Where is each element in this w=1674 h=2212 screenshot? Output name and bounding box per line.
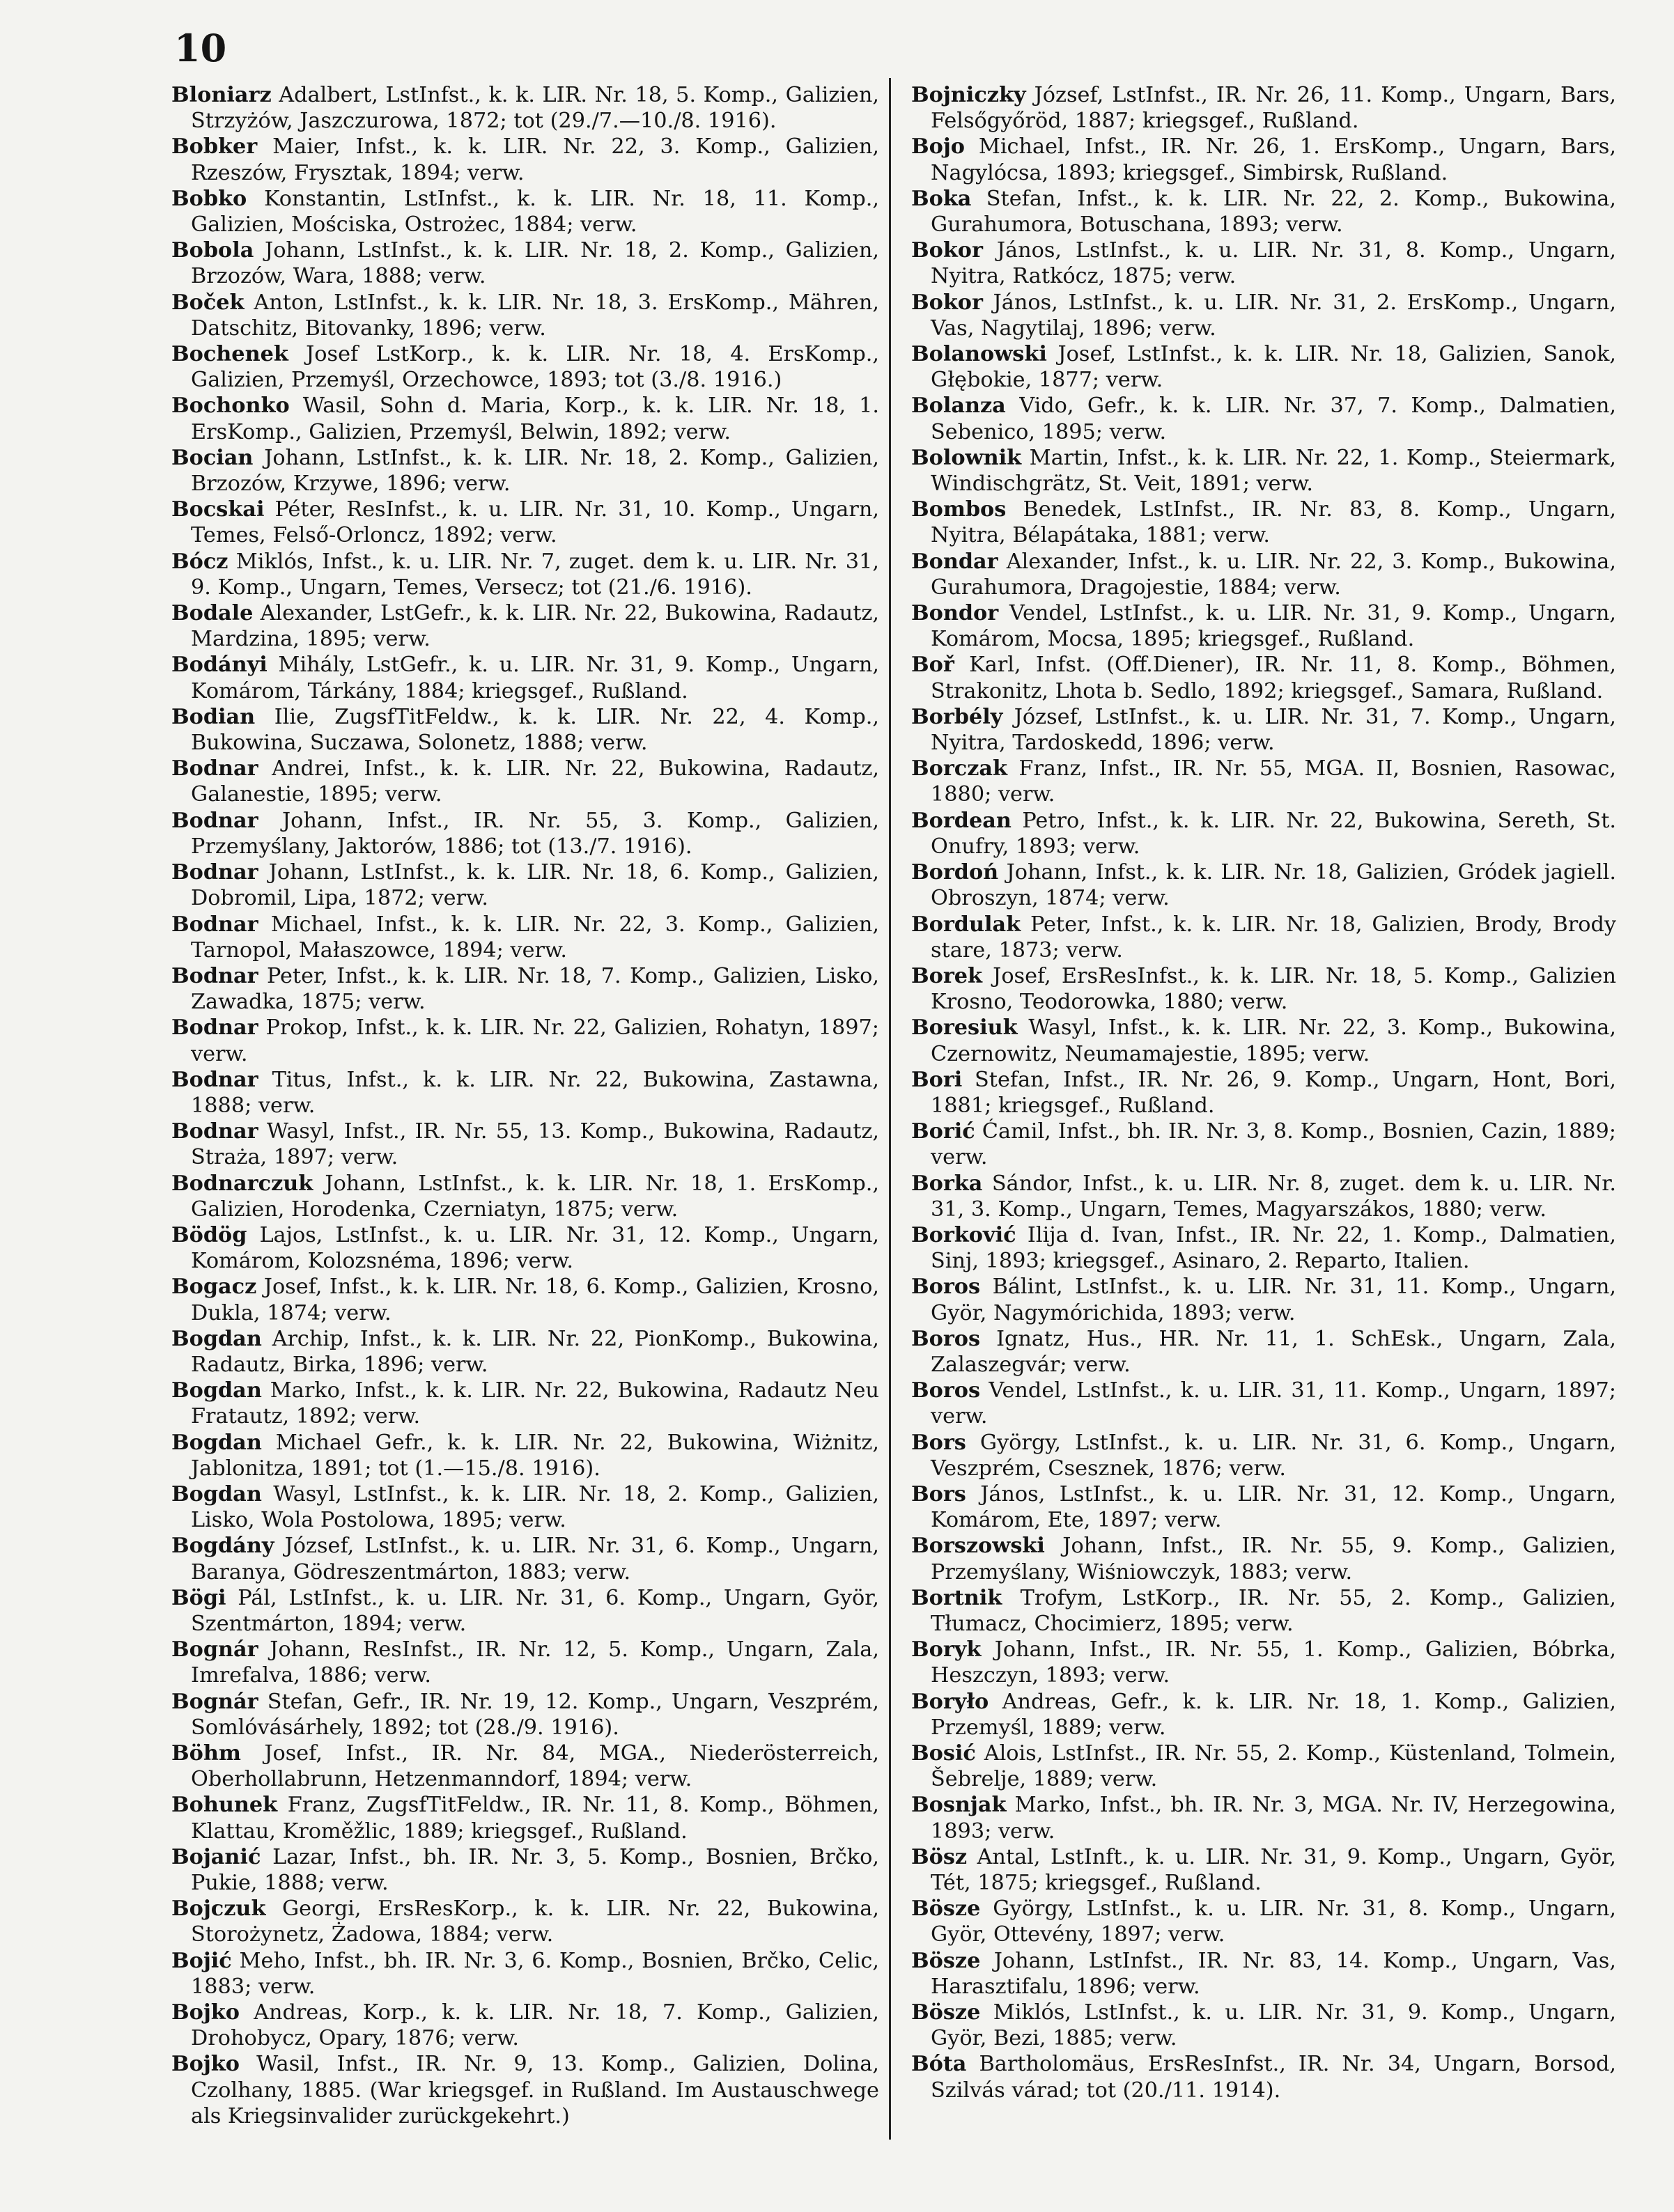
entry-details: Péter, ResInfst., k. u. LIR. Nr. 31, 10. Komp., Ungarn, Temes, Felső-Orloncz, 1892; verw. (191, 497, 879, 548)
register-entry (911, 1067, 1616, 1119)
register-entry (911, 1222, 1616, 1274)
entry-surname: Bors (911, 1481, 966, 1506)
entry-details: Miklós, Infst., k. u. LIR. Nr. 7, zuget. dem k. u. LIR. Nr. 31, 9. Komp., Ungarn, Temes, Versecz; tot (21./6. 1916). (191, 549, 879, 600)
register-entry (171, 497, 879, 548)
register-entry (171, 859, 879, 911)
entry-details: Josef, Infst., IR. Nr. 84, MGA., Niederösterreich, Oberhollabrunn, Hetzenmanndorf, 1894; verw. (191, 1741, 879, 1792)
entry-surname: Bogdan (171, 1326, 262, 1351)
entry-details: Marko, Infst., bh. IR. Nr. 3, MGA. Nr. IV, Herzegowina, 1893; verw. (931, 1793, 1616, 1844)
entry-details: Franz, Infst., IR. Nr. 55, MGA. II, Bosnien, Rasowac, 1880; verw. (931, 756, 1617, 807)
register-entry (171, 1740, 879, 1792)
register-entry (171, 963, 879, 1015)
register-entry (911, 600, 1616, 652)
entry-surname: Borka (911, 1171, 983, 1196)
entry-surname: Bosnjak (911, 1793, 1007, 1818)
entry-details: Johann, LstInfst., k. k. LIR. Nr. 18, 6. Komp., Galizien, Dobromil, Lipa, 1872; verw. (191, 860, 879, 911)
entry-surname: Bobko (171, 186, 247, 211)
register-entry (911, 1119, 1616, 1170)
entry-details: György, LstInfst., k. u. LIR. Nr. 31, 8. Komp., Ungarn, Györ, Ottevény, 1897; verw. (931, 1896, 1616, 1947)
entry-details: Josef, LstInfst., k. k. LIR. Nr. 18, Galizien, Sanok, Głębokie, 1877; verw. (931, 342, 1616, 393)
entry-details: Ignatz, Hus., HR. Nr. 11, 1. SchEsk., Ungarn, Zala, Zalaszegvár; verw. (931, 1326, 1616, 1377)
entry-surname: Bogdan (171, 1378, 262, 1403)
register-entry (171, 2051, 879, 2129)
register-entry (911, 1585, 1616, 1637)
register-entry (171, 186, 879, 237)
entry-details: Michael, Infst., IR. Nr. 26, 1. ErsKomp., Ungarn, Bars, Nagylócsa, 1893; kriegsgef., Simbirsk, Rußland. (931, 134, 1616, 185)
page-number: 10 (174, 26, 227, 70)
entry-surname: Bodnar (171, 1067, 258, 1092)
entry-details: Benedek, LstInfst., IR. Nr. 83, 8. Komp., Ungarn, Nyitra, Bélapátaka, 1881; verw. (931, 497, 1616, 548)
entry-details: Trofym, LstKorp., IR. Nr. 55, 2. Komp., Galizien, Tłumacz, Chocimierz, 1895; verw. (931, 1585, 1616, 1636)
entry-details: Josef, Infst., k. k. LIR. Nr. 18, 6. Komp., Galizien, Krosno, Dukla, 1874; verw. (191, 1275, 879, 1325)
entry-surname: Boř (911, 653, 954, 678)
entry-surname: Bócz (171, 549, 228, 574)
entry-details: Antal, LstInft., k. u. LIR. Nr. 31, 9. Komp., Ungarn, Györ, Tét, 1875; kriegsgef., Rußland. (931, 1844, 1616, 1896)
register-entry (911, 1689, 1616, 1740)
entry-details: Johann, LstInfst., k. k. LIR. Nr. 18, 1. ErsKomp., Galizien, Horodenka, Czerniatyn, 1875; verw. (191, 1171, 879, 1222)
entry-details: Karl, Infst. (Off.Diener), IR. Nr. 11, 8. Komp., Böhmen, Strakonitz, Lhota b. Sedlo, 1892; kriegsgef., Samara, Rußland. (931, 653, 1616, 703)
entry-surname: Boros (911, 1275, 981, 1300)
entry-details: Michael, Infst., k. k. LIR. Nr. 22, 3. Komp., Galizien, Tarnopol, Małaszowce, 1894; verw. (191, 912, 879, 963)
entry-details: Meho, Infst., bh. IR. Nr. 3, 6. Komp., Bosnien, Brčko, Celic, 1883; verw. (191, 1948, 879, 1999)
entry-surname: Bödög (171, 1222, 247, 1247)
register-entry (171, 1637, 879, 1688)
entry-details: Johann, Infst., IR. Nr. 55, 1. Komp., Galizien, Bóbrka, Heszczyn, 1893; verw. (931, 1637, 1616, 1688)
entry-surname: Bolownik (911, 445, 1022, 470)
register-entry (911, 1274, 1616, 1325)
register-entry (171, 341, 879, 393)
entry-surname: Boros (911, 1378, 981, 1403)
entry-surname: Bosić (911, 1741, 976, 1766)
entry-details: Adalbert, LstInfst., k. k. LIR. Nr. 18, 5. Komp., Galizien, Strzyżów, Jaszczurowa, 1872; tot (29./7.—10./8. 1916). (191, 83, 879, 134)
register-entry (171, 756, 879, 807)
register-entry (171, 600, 879, 652)
register-entry (171, 1274, 879, 1325)
entry-surname: Bocian (171, 445, 254, 470)
register-entry (171, 445, 879, 497)
entry-details: Vendel, LstInfst., k. u. LIR. Nr. 31, 9. Komp., Ungarn, Komárom, Mocsa, 1895; kriegsgef., Rußland. (931, 601, 1616, 652)
register-entry (911, 1378, 1616, 1429)
entry-details: Johann, LstInfst., k. k. LIR. Nr. 18, 2. Komp., Galizien, Brzozów, Krzywe, 1896; verw. (191, 445, 879, 497)
entry-surname: Borković (911, 1222, 1016, 1247)
register-entry (911, 1896, 1616, 1947)
entry-details: Alois, LstInfst., IR. Nr. 55, 2. Komp., Küstenland, Tolmein, Šebrelje, 1889; verw. (931, 1741, 1616, 1792)
entry-surname: Bögi (171, 1585, 226, 1610)
entry-surname: Bodnar (171, 912, 258, 937)
entry-details: Sándor, Infst., k. u. LIR. Nr. 8, zuget. dem k. u. LIR. Nr. 31, 3. Komp., Ungarn, Temes, Magyarszákos, 1880; verw. (931, 1171, 1616, 1222)
entry-surname: Bochonko (171, 394, 290, 419)
entry-details: Wasyl, Infst., k. k. LIR. Nr. 22, 3. Komp., Bukowina, Czernowitz, Neumamajestie, 1895; verw. (931, 1015, 1616, 1066)
entry-surname: Bösze (911, 1948, 981, 1973)
entry-surname: Bogdány (171, 1534, 274, 1559)
entry-details: József, LstInfst., k. u. LIR. Nr. 31, 6. Komp., Ungarn, Baranya, Gödreszentmárton, 1883; verw. (191, 1534, 879, 1584)
entry-details: Andreas, Korp., k. k. LIR. Nr. 18, 7. Komp., Galizien, Drohobycz, Opary, 1876; verw. (191, 2000, 879, 2051)
register-entry (911, 341, 1616, 393)
register-entry (911, 1430, 1616, 1481)
register-entry (171, 1689, 879, 1740)
entry-details: Franz, ZugsfTitFeldw., IR. Nr. 11, 8. Komp., Böhmen, Klattau, Kroměžlic, 1889; kriegsgef., Rußland. (191, 1793, 879, 1844)
register-entry (171, 1222, 879, 1274)
register-entry (911, 1326, 1616, 1378)
entry-details: Anton, LstInfst., k. k. LIR. Nr. 18, 3. ErsKomp., Mähren, Datschitz, Bitovanky, 1896; verw. (191, 290, 879, 341)
entry-surname: Boček (171, 290, 245, 315)
entry-surname: Bombos (911, 497, 1007, 522)
entry-details: József, LstInfst., k. u. LIR. Nr. 31, 7. Komp., Ungarn, Nyitra, Tardoskedd, 1896; verw. (931, 704, 1616, 756)
entry-surname: Bodnar (171, 1015, 258, 1041)
register-entry (911, 2051, 1616, 2103)
entry-surname: Bortnik (911, 1585, 1002, 1610)
register-entry (911, 2000, 1616, 2051)
entry-details: Josef LstKorp., k. k. LIR. Nr. 18, 4. ErsKomp., Galizien, Przemyśl, Orzechowce, 1893; tot (3./8. 1916.) (191, 342, 879, 393)
register-entry (171, 134, 879, 185)
entry-surname: Borić (911, 1119, 975, 1144)
entry-details: Martin, Infst., k. k. LIR. Nr. 22, 1. Komp., Steiermark, Windischgrätz, St. Veit, 1891; verw. (931, 445, 1616, 497)
register-entry (171, 1171, 879, 1222)
entry-surname: Bodnar (171, 756, 258, 781)
register-entry (911, 652, 1616, 703)
entry-surname: Bolanza (911, 394, 1006, 419)
entry-details: Prokop, Infst., k. k. LIR. Nr. 22, Galizien, Rohatyn, 1897; verw. (191, 1015, 879, 1066)
register-entry (171, 808, 879, 859)
register-entry (911, 1171, 1616, 1222)
entry-details: Bartholomäus, ErsResInfst., IR. Nr. 34, Ungarn, Borsod, Szilvás várad; tot (20./11. 1914). (931, 2052, 1616, 2103)
entry-surname: Bokor (911, 290, 983, 315)
entry-surname: Bolanowski (911, 342, 1047, 367)
entry-details: Andrei, Infst., k. k. LIR. Nr. 22, Bukowina, Radautz, Galanestie, 1895; verw. (191, 756, 880, 807)
entry-surname: Böhm (171, 1741, 241, 1766)
entry-details: Mihály, LstGefr., k. u. LIR. Nr. 31, 9. Komp., Ungarn, Komárom, Tárkány, 1884; kriegsgef., Rußland. (191, 653, 879, 703)
entry-details: József, LstInfst., IR. Nr. 26, 11. Komp., Ungarn, Bars, Felsőgyőröd, 1887; kriegsgef., Rußland. (931, 83, 1616, 134)
entry-details: Konstantin, LstInfst., k. k. LIR. Nr. 18, 11. Komp., Galizien, Mościska, Ostrożec, 1884; verw. (191, 186, 879, 237)
entry-details: Titus, Infst., k. k. LIR. Nr. 22, Bukowina, Zastawna, 1888; verw. (191, 1067, 879, 1118)
entry-details: Johann, LstInfst., k. k. LIR. Nr. 18, 2. Komp., Galizien, Brzozów, Wara, 1888; verw. (191, 238, 879, 289)
entry-surname: Bodian (171, 704, 256, 729)
register-entry (911, 1948, 1616, 2000)
entry-surname: Boryk (911, 1637, 982, 1662)
left-column (171, 82, 879, 2129)
register-entry (911, 134, 1616, 185)
entry-surname: Bors (911, 1430, 966, 1455)
entry-surname: Bondor (911, 601, 999, 626)
entry-surname: Boryło (911, 1689, 989, 1714)
register-entry (171, 704, 879, 756)
entry-surname: Bogdan (171, 1430, 262, 1455)
entry-details: Johann, LstInfst., IR. Nr. 83, 14. Komp., Ungarn, Vas, Harasztifalu, 1896; verw. (931, 1948, 1616, 1999)
entry-details: Josef, ErsResInfst., k. k. LIR. Nr. 18, 5. Komp., Galizien Krosno, Teodorowka, 1880; verw. (931, 963, 1616, 1015)
register-entry (171, 1326, 879, 1378)
register-entry (171, 1792, 879, 1844)
register-entry (171, 1067, 879, 1119)
register-entry (911, 1481, 1616, 1533)
entry-surname: Bordulak (911, 912, 1021, 937)
entry-surname: Bokor (911, 238, 983, 263)
register-entry (171, 1948, 879, 2000)
entry-surname: Bogacz (171, 1275, 257, 1300)
entry-surname: Borczak (911, 756, 1008, 781)
entry-surname: Borszowski (911, 1534, 1045, 1559)
entry-details: Ćamil, Infst., bh. IR. Nr. 3, 8. Komp., Bosnien, Cazin, 1889; verw. (931, 1119, 1616, 1170)
entry-details: Wasil, Sohn d. Maria, Korp., k. k. LIR. Nr. 18, 1. ErsKomp., Galizien, Przemyśl, Belwin, 1892; verw. (191, 394, 880, 444)
register-entry (171, 549, 879, 600)
register-entry (911, 756, 1616, 807)
register-entry (911, 1844, 1616, 1896)
entry-details: Maier, Infst., k. k. LIR. Nr. 22, 3. Komp., Galizien, Rzeszów, Frysztak, 1894; verw. (191, 134, 879, 185)
register-entry (911, 1533, 1616, 1584)
entry-details: György, LstInfst., k. u. LIR. Nr. 31, 6. Komp., Ungarn, Veszprém, Csesznek, 1876; verw. (931, 1430, 1617, 1481)
entry-details: Johann, ResInfst., IR. Nr. 12, 5. Komp., Ungarn, Zala, Imrefalva, 1886; verw. (191, 1637, 879, 1688)
entry-details: Bálint, LstInfst., k. u. LIR. Nr. 31, 11. Komp., Ungarn, Györ, Nagymórichida, 1893; verw. (931, 1275, 1616, 1325)
register-entry (171, 1015, 879, 1066)
entry-surname: Bojko (171, 2000, 240, 2025)
entry-surname: Bösze (911, 2000, 981, 2025)
entry-surname: Bojo (911, 134, 965, 159)
register-entry (171, 290, 879, 341)
entry-surname: Boka (911, 186, 972, 211)
entry-surname: Bognár (171, 1689, 258, 1714)
entry-surname: Bochenek (171, 342, 288, 367)
entry-surname: Bobker (171, 134, 258, 159)
register-entry (171, 912, 879, 963)
right-column (911, 82, 1616, 2103)
register-entry (911, 290, 1616, 341)
entry-surname: Bojko (171, 2052, 240, 2077)
entry-details: Lazar, Infst., bh. IR. Nr. 3, 5. Komp., Bosnien, Brčko, Pukie, 1888; verw. (191, 1844, 879, 1896)
entry-surname: Bösze (911, 1896, 981, 1922)
register-entry (171, 1585, 879, 1637)
entry-details: Stefan, Infst., IR. Nr. 26, 9. Komp., Ungarn, Hont, Bori, 1881; kriegsgef., Rußland. (931, 1067, 1616, 1118)
entry-details: Johann, Infst., k. k. LIR. Nr. 18, Galizien, Gródek jagiell. Obroszyn, 1874; verw. (931, 860, 1616, 911)
register-entry (171, 1378, 879, 1429)
entry-surname: Bohunek (171, 1793, 278, 1818)
entry-surname: Bojanić (171, 1844, 261, 1869)
register-entry (911, 549, 1616, 600)
entry-details: Stefan, Gefr., IR. Nr. 19, 12. Komp., Ungarn, Veszprém, Somlóvásárhely, 1892; tot (28./9. 1916). (191, 1689, 879, 1740)
register-entry (911, 186, 1616, 237)
entry-surname: Bocskai (171, 497, 265, 522)
entry-surname: Bobola (171, 238, 254, 263)
entry-surname: Bodnarczuk (171, 1171, 313, 1196)
entry-surname: Bóta (911, 2052, 967, 2077)
register-entry (171, 1119, 879, 1170)
entry-details: János, LstInfst., k. u. LIR. Nr. 31, 2. ErsKomp., Ungarn, Vas, Nagytilaj, 1896; verw. (931, 290, 1616, 341)
entry-surname: Bori (911, 1067, 963, 1092)
entry-surname: Bloniarz (171, 83, 272, 107)
entry-surname: Bordean (911, 808, 1012, 833)
entry-surname: Bösz (911, 1844, 968, 1869)
entry-surname: Bodnar (171, 963, 258, 988)
entry-details: Miklós, LstInfst., k. u. LIR. Nr. 31, 9. Komp., Ungarn, Györ, Bezi, 1885; verw. (931, 2000, 1616, 2051)
register-entry (171, 82, 879, 134)
entry-details: Marko, Infst., k. k. LIR. Nr. 22, Bukowina, Radautz Neu Fratautz, 1892; verw. (191, 1378, 879, 1429)
register-entry (171, 1430, 879, 1481)
register-entry (911, 1637, 1616, 1688)
entry-details: János, LstInfst., k. u. LIR. Nr. 31, 12. Komp., Ungarn, Komárom, Ete, 1897; verw. (931, 1481, 1616, 1533)
register-entry (171, 1844, 879, 1896)
register-entry (911, 393, 1616, 444)
register-entry (911, 704, 1616, 756)
entry-surname: Borek (911, 963, 983, 988)
entry-details: Peter, Infst., k. k. LIR. Nr. 18, Galizien, Brody, Brody stare, 1873; verw. (931, 912, 1616, 963)
entry-details: Lajos, LstInfst., k. u. LIR. Nr. 31, 12. Komp., Ungarn, Komárom, Kolozsnéma, 1896; verw. (191, 1222, 879, 1274)
register-entry (911, 859, 1616, 911)
register-entry (171, 1533, 879, 1584)
entry-details: Ilija d. Ivan, Infst., IR. Nr. 22, 1. Komp., Dalmatien, Sinj, 1893; kriegsgef., Asinaro, 2. Reparto, Italien. (931, 1222, 1616, 1274)
register-entry (911, 808, 1616, 859)
entry-surname: Bodnar (171, 808, 258, 833)
entry-surname: Boros (911, 1326, 981, 1351)
entry-surname: Bodányi (171, 653, 268, 678)
entry-details: Wasyl, Infst., IR. Nr. 55, 13. Komp., Bukowina, Radautz, Straża, 1897; verw. (191, 1119, 879, 1170)
column-divider (889, 78, 891, 2140)
entry-details: Petro, Infst., k. k. LIR. Nr. 22, Bukowina, Sereth, St. Onufry, 1893; verw. (931, 808, 1616, 859)
entry-surname: Bogdan (171, 1481, 262, 1506)
entry-details: Johann, Infst., IR. Nr. 55, 3. Komp., Galizien, Przemyślany, Jaktorów, 1886; tot (13./7. 1916). (191, 808, 879, 859)
register-entry (911, 445, 1616, 497)
entry-details: Vido, Gefr., k. k. LIR. Nr. 37, 7. Komp., Dalmatien, Sebenico, 1895; verw. (931, 394, 1616, 444)
register-entry (911, 82, 1616, 134)
entry-surname: Bojić (171, 1948, 232, 1973)
register-entry (171, 652, 879, 703)
entry-details: Wasil, Infst., IR. Nr. 9, 13. Komp., Galizien, Dolina, Czolhany, 1885. (War kriegsgef. in Rußland. Im Austauschwege als Kriegsinvalider zurückgekehrt.) (191, 2052, 879, 2128)
entry-details: Archip, Infst., k. k. LIR. Nr. 22, PionKomp., Bukowina, Radautz, Birka, 1896; verw. (191, 1326, 879, 1377)
entry-details: Ilie, ZugsfTitFeldw., k. k. LIR. Nr. 22, 4. Komp., Bukowina, Suczawa, Solonetz, 1888; verw. (191, 704, 879, 756)
entry-surname: Boresiuk (911, 1015, 1018, 1041)
register-entry (171, 2000, 879, 2051)
entry-details: Georgi, ErsResKorp., k. k. LIR. Nr. 22, Bukowina, Storożynetz, Żadowa, 1884; verw. (191, 1896, 879, 1947)
entry-surname: Bojczuk (171, 1896, 266, 1922)
entry-details: Stefan, Infst., k. k. LIR. Nr. 22, 2. Komp., Bukowina, Gurahumora, Botuschana, 1893; verw. (931, 186, 1616, 237)
entry-surname: Bodnar (171, 1119, 258, 1144)
entry-details: Vendel, LstInfst., k. u. LIR. 31, 11. Komp., Ungarn, 1897; verw. (931, 1378, 1616, 1429)
register-entry (171, 1481, 879, 1533)
entry-surname: Bognár (171, 1637, 258, 1662)
register-entry (171, 237, 879, 289)
entry-details: Peter, Infst., k. k. LIR. Nr. 18, 7. Komp., Galizien, Lisko, Zawadka, 1875; verw. (191, 963, 879, 1015)
register-entry (911, 1792, 1616, 1844)
entry-details: Wasyl, LstInfst., k. k. LIR. Nr. 18, 2. Komp., Galizien, Lisko, Wola Postolowa, 1895; verw. (191, 1481, 879, 1533)
register-entry (911, 1740, 1616, 1792)
entry-surname: Bondar (911, 549, 998, 574)
entry-surname: Bordoń (911, 860, 999, 885)
entry-details: János, LstInfst., k. u. LIR. Nr. 31, 8. Komp., Ungarn, Nyitra, Ratkócz, 1875; verw. (931, 238, 1616, 289)
entry-details: Andreas, Gefr., k. k. LIR. Nr. 18, 1. Komp., Galizien, Przemyśl, 1889; verw. (931, 1689, 1616, 1740)
entry-details: Pál, LstInfst., k. u. LIR. Nr. 31, 6. Komp., Ungarn, Györ, Szentmárton, 1894; verw. (191, 1585, 879, 1636)
entry-surname: Bodale (171, 601, 254, 626)
entry-details: Alexander, LstGefr., k. k. LIR. Nr. 22, Bukowina, Radautz, Mardzina, 1895; verw. (191, 601, 879, 652)
entry-surname: Bojniczky (911, 83, 1026, 107)
register-entry (171, 1896, 879, 1947)
entry-details: Alexander, Infst., k. u. LIR. Nr. 22, 3. Komp., Bukowina, Gurahumora, Dragojestie, 1884; verw. (931, 549, 1616, 600)
register-entry (911, 912, 1616, 963)
register-entry (171, 393, 879, 444)
register-entry (911, 237, 1616, 289)
register-entry (911, 497, 1616, 548)
register-entry (911, 1015, 1616, 1066)
entry-surname: Bodnar (171, 860, 258, 885)
entry-details: Johann, Infst., IR. Nr. 55, 9. Komp., Galizien, Przemyślany, Wiśniowczyk, 1883; verw. (931, 1534, 1616, 1584)
entry-details: Michael Gefr., k. k. LIR. Nr. 22, Bukowina, Wiżnitz, Jablonitza, 1891; tot (1.—15./8. 1916). (191, 1430, 879, 1481)
entry-surname: Borbély (911, 704, 1003, 729)
register-entry (911, 963, 1616, 1015)
